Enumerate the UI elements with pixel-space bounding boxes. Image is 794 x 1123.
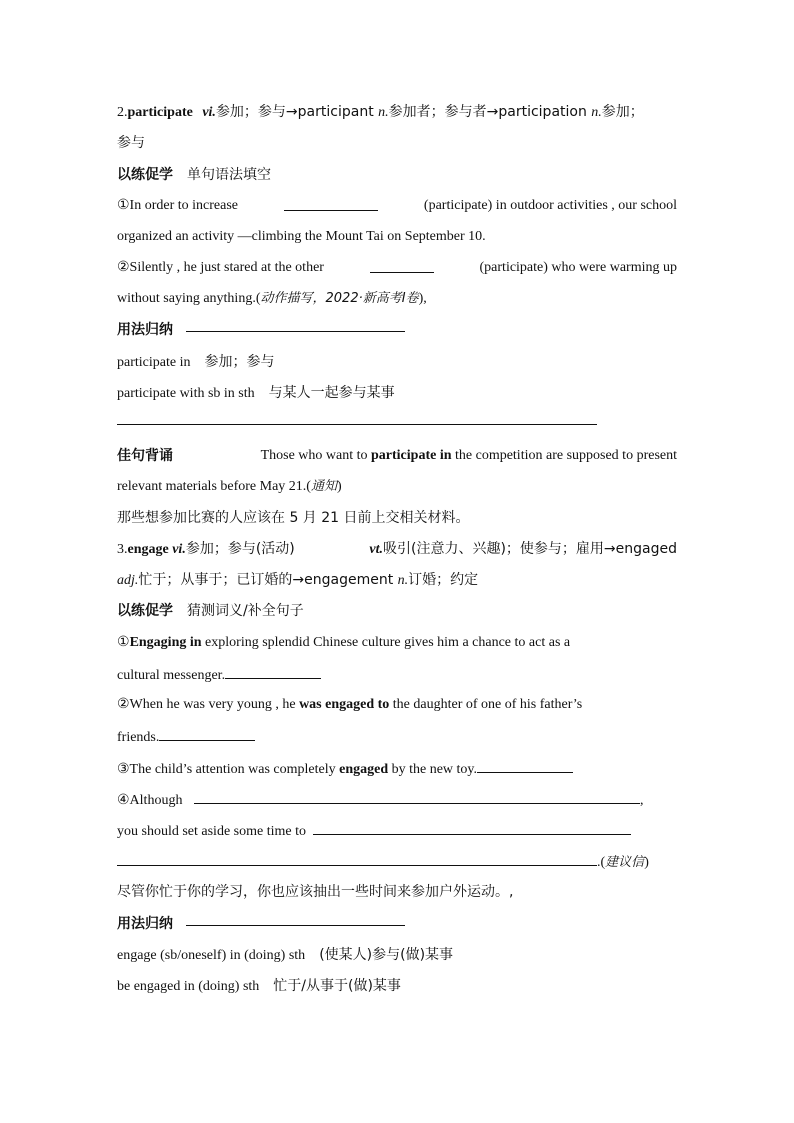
usage-item bbox=[117, 352, 274, 373]
highlighted-phrase: Engaging in bbox=[129, 635, 202, 650]
definition: 吸引(注意力、兴趣)；使参与；雇用→engaged bbox=[383, 541, 677, 557]
exercise-question-2 bbox=[117, 695, 677, 715]
sentence-text: you should set aside some time to bbox=[117, 824, 306, 839]
sentence-text: ③The child’s attention was completely bbox=[117, 762, 340, 777]
highlighted-phrase: was engaged to bbox=[299, 697, 390, 712]
question-continued bbox=[117, 820, 631, 842]
practice-heading bbox=[117, 165, 271, 185]
sentence-text: ) bbox=[644, 855, 649, 870]
usage-title: 用法归纳 bbox=[117, 322, 173, 338]
usage-meaning: (使某人)参与(做)某事 bbox=[319, 947, 454, 963]
question-continued bbox=[117, 851, 649, 873]
part-of-speech: vi. bbox=[202, 105, 216, 120]
good-sentence-continued bbox=[117, 477, 342, 497]
entry-number: 3. bbox=[117, 542, 128, 557]
question-number: ① bbox=[117, 635, 130, 650]
practice-title: 以练促学 bbox=[117, 167, 173, 183]
sentence-text: by the new toy. bbox=[388, 762, 478, 777]
usage-item bbox=[117, 945, 453, 966]
sentence-text: Those who want to bbox=[260, 448, 371, 463]
entry-2-definition bbox=[117, 102, 644, 123]
definition-continued bbox=[117, 570, 478, 591]
good-sentence-title: 佳句背诵 bbox=[117, 448, 173, 464]
exercise-question-1 bbox=[117, 633, 677, 653]
exercise-question-3 bbox=[117, 758, 573, 780]
question-translation: 尽管你忙于你的学习，你也应该抽出一些时间来参加户外运动。, bbox=[117, 884, 514, 900]
definition-continued: 参与 bbox=[117, 135, 145, 151]
part-of-speech: adj. bbox=[117, 573, 139, 588]
source-note: 动作描写，2022·新高考Ⅰ卷 bbox=[260, 291, 419, 306]
sentence-text: ) bbox=[337, 479, 342, 494]
definition: 订婚；约定 bbox=[408, 572, 479, 588]
usage-meaning: 忙于/从事于(做)某事 bbox=[273, 978, 401, 994]
source-note: 通知 bbox=[310, 479, 337, 494]
sentence-text: ④Although bbox=[117, 793, 183, 808]
sentence-text: organized an activity —climbing the Mount Tai on September 10. bbox=[117, 229, 486, 244]
part-of-speech: n. bbox=[397, 573, 409, 588]
divider bbox=[186, 331, 405, 332]
sentence-text: the daughter of one of his father’s bbox=[389, 697, 583, 712]
sentence-text: .( bbox=[597, 855, 606, 870]
highlighted-phrase: participate in bbox=[371, 448, 452, 463]
sentence-text: exploring splendid Chinese culture gives him a chance to act as a bbox=[201, 635, 571, 650]
question-continued bbox=[117, 664, 321, 686]
sentence-text: ), bbox=[418, 291, 427, 306]
part-of-speech: n. bbox=[591, 105, 602, 120]
answer-blank[interactable] bbox=[194, 789, 640, 804]
answer-blank[interactable] bbox=[284, 196, 378, 211]
answer-blank[interactable] bbox=[313, 820, 631, 835]
sentence-text: ②When he was very young , he bbox=[117, 697, 300, 712]
definition: 参加；参与(活动) bbox=[185, 541, 295, 557]
usage-item bbox=[117, 976, 401, 997]
definition: 参加；参与→participant bbox=[215, 104, 379, 120]
part-of-speech: n. bbox=[378, 105, 389, 120]
usage-meaning: 参加；参与 bbox=[204, 354, 275, 370]
divider bbox=[117, 424, 597, 425]
divider bbox=[186, 925, 405, 926]
part-of-speech: vi. bbox=[172, 542, 186, 557]
usage-meaning: 与某人一起参与某事 bbox=[268, 385, 395, 401]
definition: 参加者；参与者→participation bbox=[388, 104, 592, 120]
exercise-question-4 bbox=[117, 789, 643, 811]
highlighted-phrase: engaged bbox=[339, 762, 389, 777]
sentence-text: friends. bbox=[117, 730, 160, 745]
answer-blank[interactable] bbox=[159, 726, 255, 741]
exercise-sentence-2 bbox=[117, 258, 677, 278]
usage-item bbox=[117, 383, 395, 404]
answer-blank[interactable] bbox=[225, 664, 321, 679]
question-continued bbox=[117, 726, 255, 748]
headword: participate bbox=[127, 105, 193, 120]
entry-number: 2. bbox=[117, 105, 128, 120]
answer-blank[interactable] bbox=[477, 758, 573, 773]
sentence-text: , bbox=[639, 793, 644, 808]
definition: 忙于；从事于；已订婚的→engagement bbox=[138, 572, 398, 588]
practice-title: 以练促学 bbox=[117, 603, 173, 619]
usage-phrase: engage (sb/oneself) in (doing) sth bbox=[117, 948, 306, 963]
usage-phrase: be engaged in (doing) sth bbox=[117, 979, 260, 994]
usage-title: 用法归纳 bbox=[117, 916, 173, 932]
sentence-continued bbox=[117, 289, 427, 309]
sentence-text: (participate) in outdoor activities , our school bbox=[423, 198, 677, 213]
definition: 参加； bbox=[601, 104, 644, 120]
sentence-text: relevant materials before May 21.( bbox=[117, 479, 311, 494]
good-sentence-translation: 那些想参加比赛的人应该在 5 月 21 日前上交相关材料。 bbox=[117, 510, 470, 526]
sentence-text: without saying anything.( bbox=[117, 291, 261, 306]
exercise-sentence-1 bbox=[117, 196, 677, 216]
answer-blank[interactable] bbox=[117, 851, 597, 866]
entry-3-definition bbox=[117, 539, 677, 560]
sentence-text: (participate) who were warming up bbox=[479, 260, 677, 275]
good-sentence bbox=[117, 446, 677, 466]
practice-heading bbox=[117, 601, 304, 621]
part-of-speech: vt. bbox=[369, 542, 383, 557]
headword: engage bbox=[127, 542, 169, 557]
source-note: 建议信 bbox=[605, 855, 645, 870]
sentence-text: ①In order to increase bbox=[117, 198, 238, 213]
sentence-text: cultural messenger. bbox=[117, 668, 226, 683]
usage-phrase: participate in bbox=[117, 355, 191, 370]
sentence-text: the competition are supposed to present bbox=[451, 448, 677, 463]
answer-blank[interactable] bbox=[370, 258, 434, 273]
practice-task: 猜测词义/补全句子 bbox=[187, 603, 304, 619]
usage-phrase: participate with sb in sth bbox=[117, 386, 255, 401]
sentence-text: ②Silently , he just stared at the other bbox=[117, 260, 324, 275]
practice-task: 单句语法填空 bbox=[187, 167, 271, 183]
